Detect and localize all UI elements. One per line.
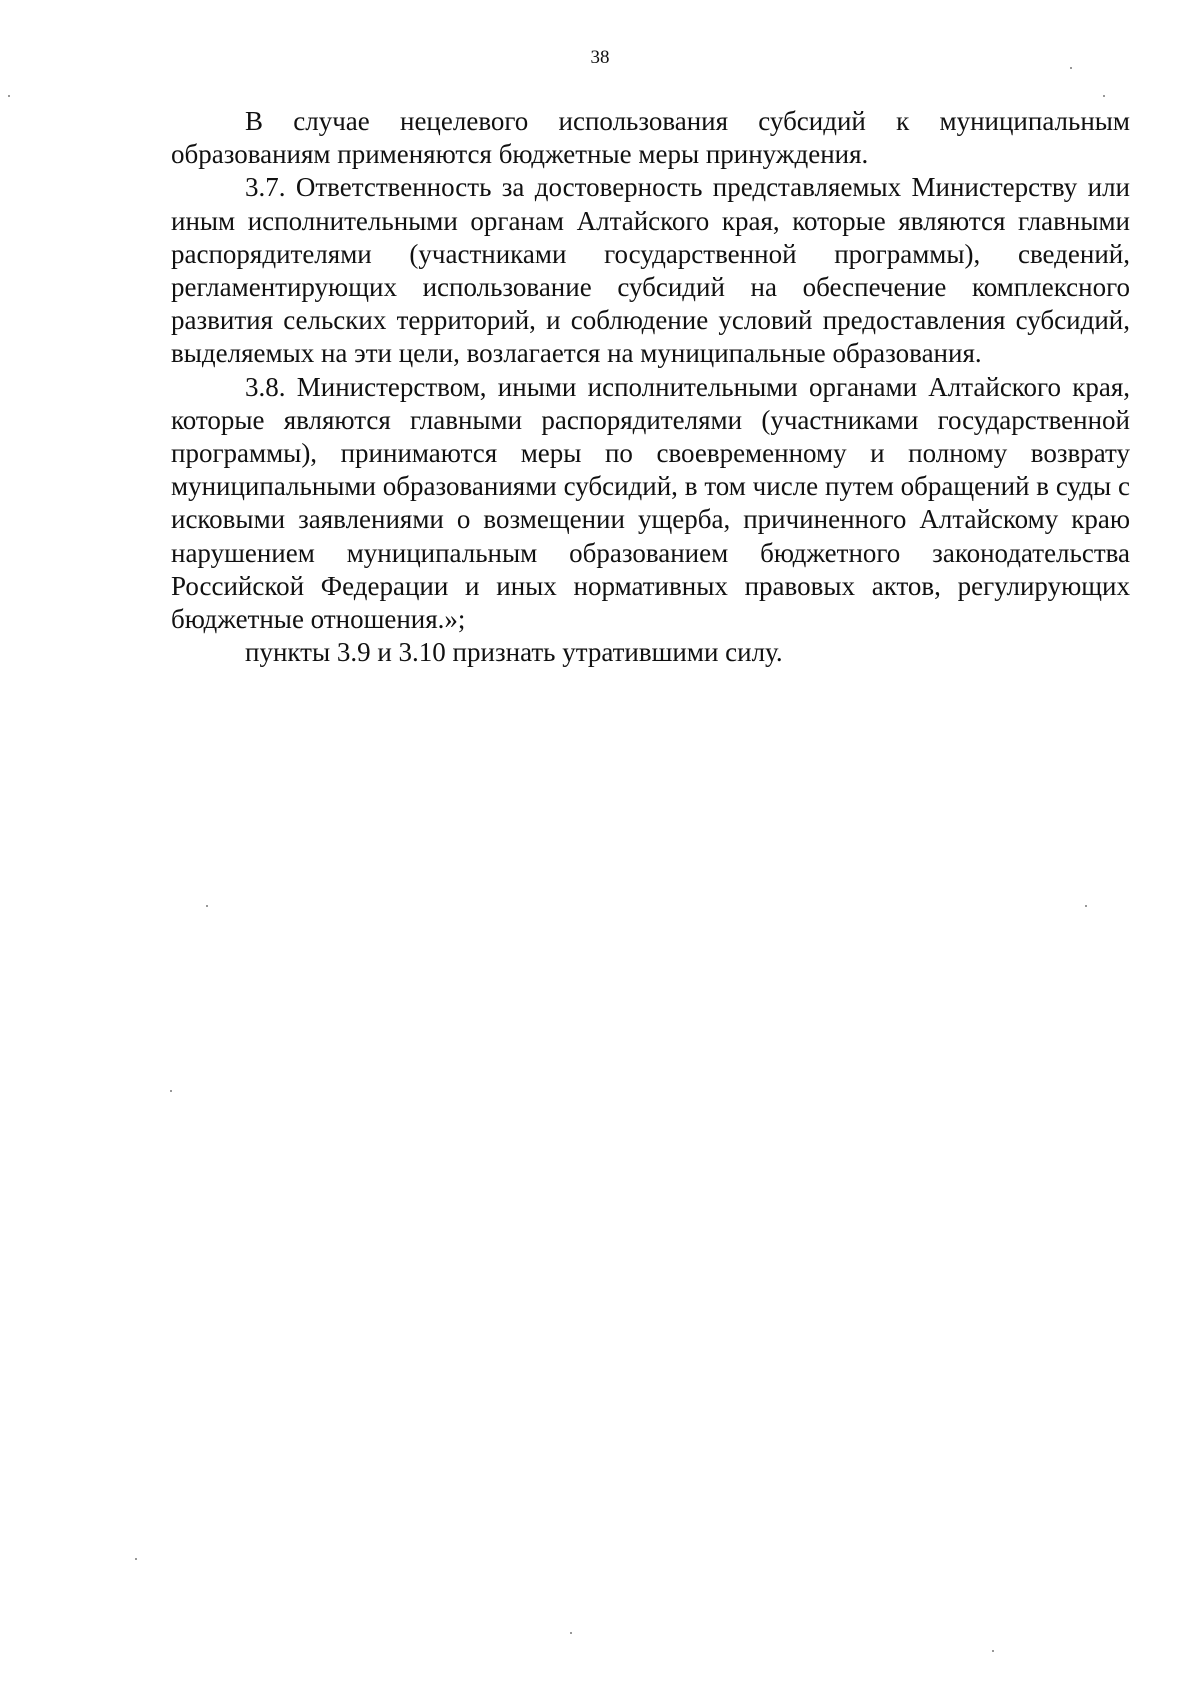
paragraph-repeal-points: пункты 3.9 и 3.10 признать утратившими силу. [245, 637, 783, 668]
scan-speck [570, 1632, 572, 1634]
paragraph-3-7: 3.7. Ответственность за достоверность представляемых Министерству или иным исполнительными органам Алтайского края, которые являются главными распорядителями (участниками государственной программы), сведений, регламентирующих использование субсидий на обеспечение комплексного развития сельских территорий, и соблюдение условий предоставления субсидий, выделяемых на эти цели, возлагается на муниципальные образования. [171, 172, 1130, 369]
scan-speck [206, 905, 208, 907]
scan-speck [1103, 95, 1105, 97]
document-body [171, 105, 1130, 669]
scan-speck [992, 1650, 994, 1652]
page-number: 38 [590, 47, 610, 68]
scan-speck [170, 1090, 172, 1092]
scan-speck [1070, 67, 1072, 69]
paragraph-misuse-measures: В случае нецелевого использования субсидий к муниципальным образованиям применяются бюджетные меры принуждения. [171, 106, 1130, 170]
paragraph-3-8: 3.8. Министерством, иными исполнительными органами Алтайского края, которые являются главными распорядителями (участниками государственной программы), принимаются меры по своевременному и полному возврату муниципальными образованиями субсидий, в том числе путем обращений в суды с исковыми заявлениями о возмещении ущерба, причиненного Алтайскому краю нарушением муниципальным образованием бюджетного законодательства Российской Федерации и иных нормативных правовых актов, регулирующих бюджетные отношения.»; [171, 371, 1130, 635]
scan-speck [1085, 905, 1087, 907]
scan-speck [8, 95, 10, 97]
scan-speck [135, 1558, 137, 1560]
